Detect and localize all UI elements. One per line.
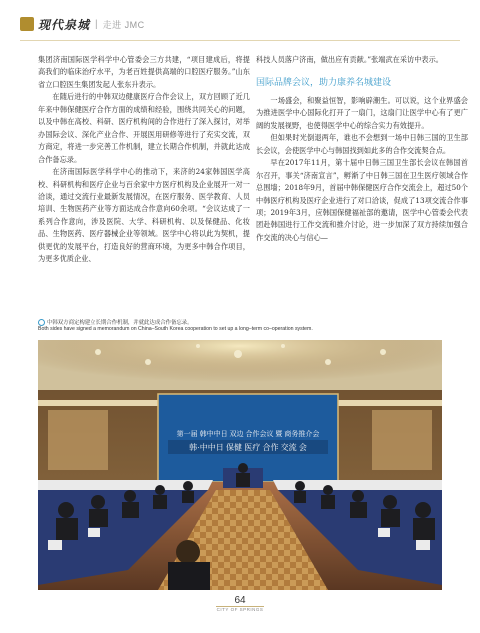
header-separator: | [95, 18, 98, 30]
right-paragraph-3: 早在2017年11月，第十届中日韩三国卫生部长会议在韩国首尔召开，事关“济南宣言”，孵渐了中日韩三国在卫生医疗领域合作总围墙；2018年9月，首届中韩保健医疗合作交流会上，超过50个中韩医疗机构及医疗企业进行了对口洽谈，促成了13项交流合作事项；2019年3月，应韩国保健福祉部的邀请，医学中心管委会代表团赴韩国进行工作交流和推介讨论，进一步加深了双方持续加强合作交流的决心与信心— [256, 158, 468, 242]
page-number: 64 [234, 595, 246, 606]
photo-caption-en: Both sides have signed a memorandum on China–South Korea cooperation to set up a long–term co–operation system. [38, 326, 313, 332]
header-rule [20, 40, 460, 41]
section-heading: 国际品牌会议，助力康养名城建设 [256, 77, 392, 88]
banner-line-1: 第一届 韩中中日 双边 合作会议 暨 商务推介会 [176, 431, 320, 438]
right-paragraph-2: 但如果时光倒退两年，谁也不会想到一场中日韩三国的卫生部长会议，会使医学中心与韩国找到如此多的合作交流契合点。 [256, 133, 468, 155]
conference-photo [38, 340, 442, 590]
left-paragraph-2: 在随后进行的中韩双边健康医疗合作会议上，双方回顾了近几年来中韩保健医疗合作方面的成绩和经验，围绕共同关心的问题，以及中韩在高校、科研、医疗机构间的合作进行了深入探讨，对举办国际会议、深化产业合作、开展医用研修等进行了充实交流，双方商定，将进一步完善工作机制，建立长期合作机制，并就此达成合作备忘录。 [38, 92, 250, 164]
right-intro: 科技人员落户济南，做出应有贡献。”张端武在采访中表示。 [256, 55, 443, 64]
right-paragraph-1: 一场盛会，和聚益恒智，影响辟潮生。可以说，这个业界盛会为推进医学中心国际化打开了一扇门，这扇门让医学中心有了更广阔的发展视野，也使得医学中心的综合实力有效提升。 [256, 95, 468, 130]
page-header [20, 10, 460, 38]
footer-sub: CITY OF SPRINGS [216, 607, 264, 612]
photo-caption-cn: 中韩双方商定构建立长期合作机制，并就此达成合作备忘录。 [38, 318, 193, 326]
section-label: 走进 JMC [102, 19, 145, 30]
magazine-logo-icon [20, 17, 34, 31]
banner-line-2: 韩·中中日 保健 医疗 合作 交流 会 [189, 443, 307, 452]
right-column [256, 54, 468, 244]
left-paragraph-3: 在济南国际医学科学中心的推动下，来济的24家韩国医学高校、科研机构和医疗企业与百余家中方医疗机构及企业展开一对一洽谈，通过交流行业最新发展情况，在医疗服务、医学教育、人员培训、生物医药产业等方面达成合作意向60余项。“会议达成了一系列合作意向，涉及医院、大学、科研机构、以及保健品、化妆品、生物医药、医疗器械企业等领域。医学中心将以此为契机，提供更优的发展平台，打造良好的营商环境，为更多中韩合作项目，为更多优质企业、 [38, 167, 250, 264]
left-paragraph-1: 集团济南国际医学科学中心管委会三方共建，“项目建成后，将提高我们的临床治疗水平，为老百姓提供高端的口腔医疗服务。”山东省立口腔医生集团发起人张东升表示。 [38, 55, 250, 89]
magazine-brand: 现代泉城 [38, 17, 91, 32]
left-column [38, 54, 250, 266]
